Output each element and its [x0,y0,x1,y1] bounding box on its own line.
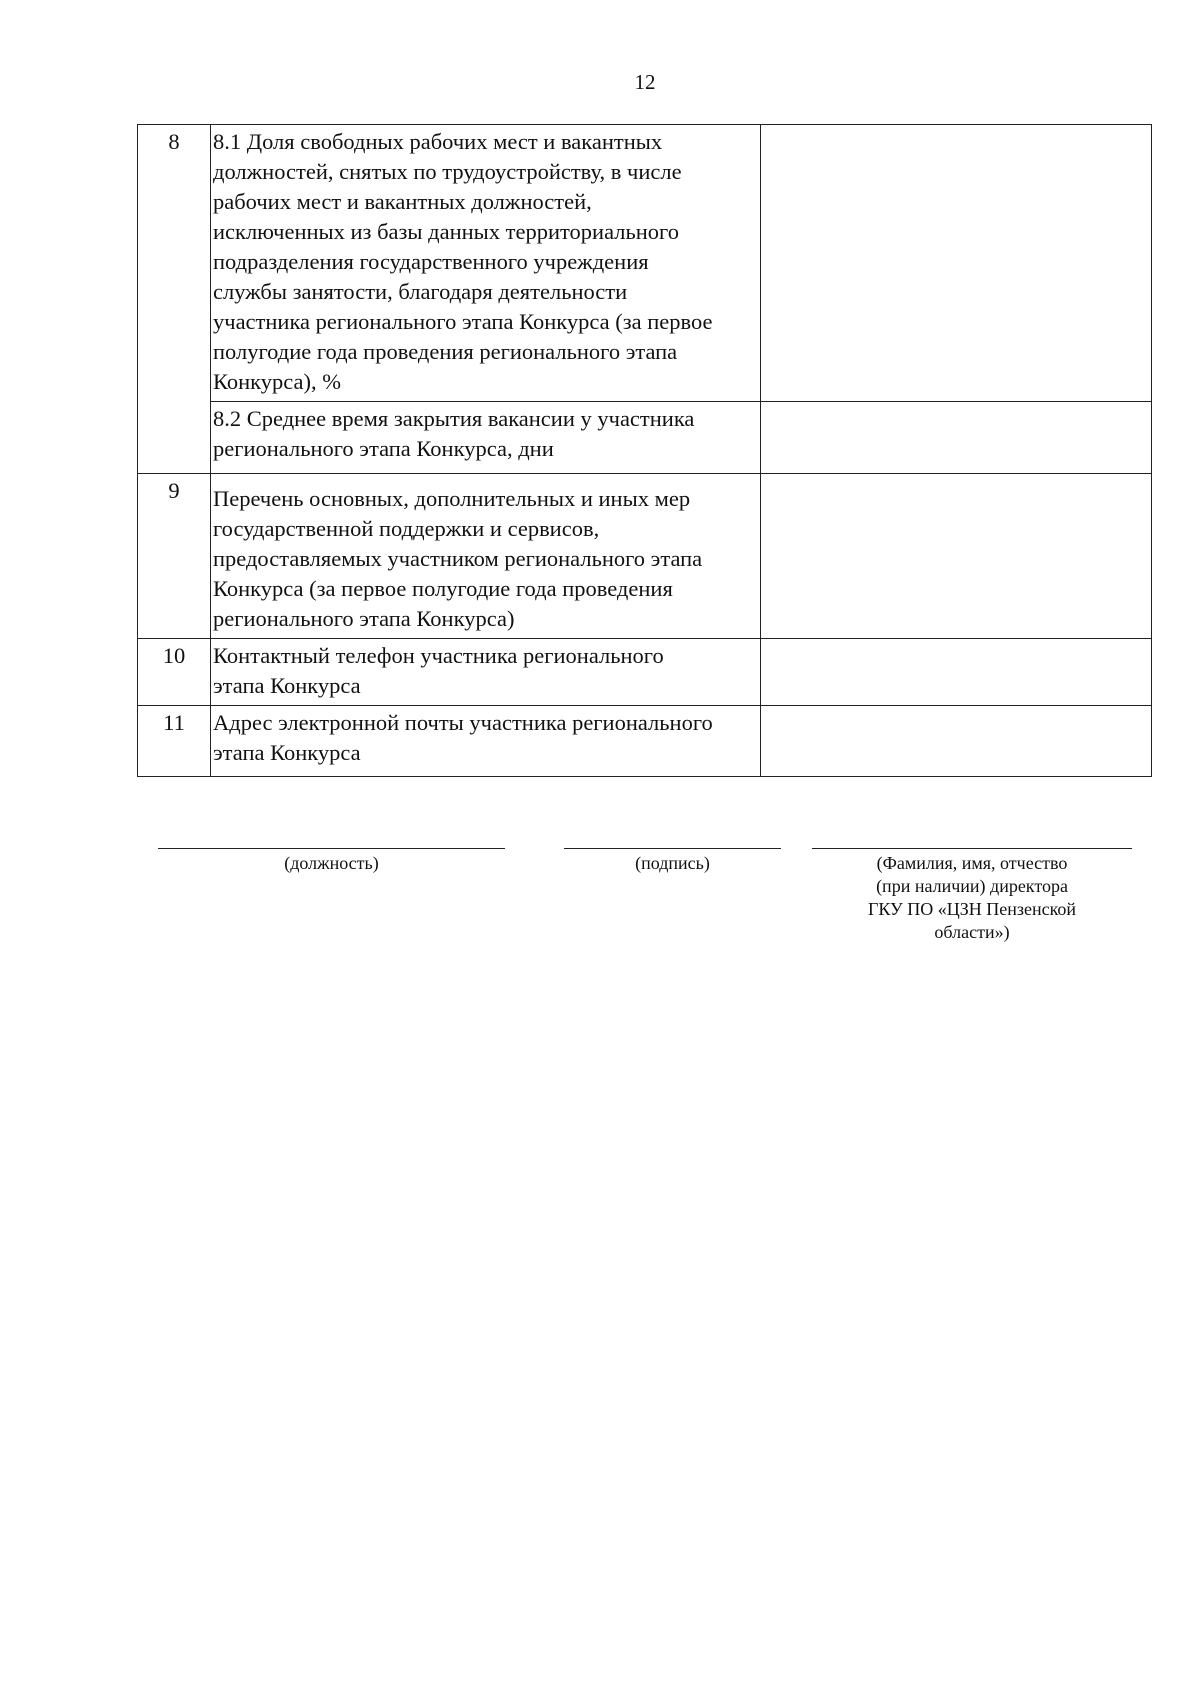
page-number: 12 [634,70,656,94]
position-caption: (должность) [284,853,379,873]
row-value-cell[interactable] [761,125,1152,402]
table-row [138,474,1152,639]
row-text: Контактный телефон участника регионального этапа Конкурса [211,639,761,706]
table-row [138,125,1152,402]
info-table [137,124,1152,777]
row-number: 11 [138,706,211,777]
signature-line [564,848,781,849]
row-text: Адрес электронной почты участника регионального этапа Конкурса [211,706,761,777]
row-number: 10 [138,639,211,706]
position-signature-line [158,848,505,849]
table-row [138,706,1152,777]
row-number: 8 [138,125,211,474]
row-text: 8.2 Среднее время закрытия вакансии у участника регионального этапа Конкурса, дни [211,402,761,474]
table-row [138,639,1152,706]
name-caption: (Фамилия, имя, отчество (при наличии) директора ГКУ ПО «ЦЗН Пензенской области») [867,853,1077,942]
table-row [138,402,1152,474]
row-text: 8.1 Доля свободных рабочих мест и вакантных должностей, снятых по трудоустройству, в числе рабочих мест и вакантных должностей, исключенных из базы данных территориального подразделения государственного учреждения службы занятости, благодаря деятельности участника регионального этапа Конкурса (за первое полугодие года проведения регионального этапа Конкурса), % [211,125,761,402]
row-value-cell[interactable] [761,474,1152,639]
row-number: 9 [138,474,211,639]
signature-caption: (подпись) [635,853,710,873]
row-value-cell[interactable] [761,706,1152,777]
name-signature-line [812,848,1132,849]
row-value-cell[interactable] [761,402,1152,474]
row-text: Перечень основных, дополнительных и иных мер государственной поддержки и сервисов, предоставляемых участником регионального этапа Конкурса (за первое полугодие года проведения регионального этапа Конкурса) [211,474,761,639]
row-value-cell[interactable] [761,639,1152,706]
